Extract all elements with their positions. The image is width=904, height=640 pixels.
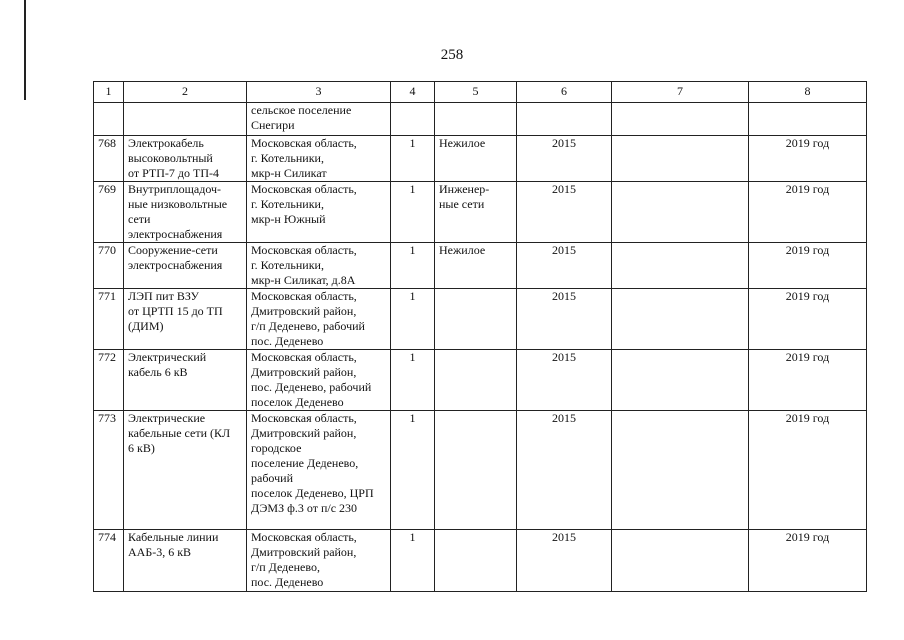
address-cell: Московская область, Дмитровский район, г/п Деденево, рабочий пос. Деденево	[247, 289, 391, 350]
purpose-cell: Инженер- ные сети	[435, 182, 517, 243]
row-number-cell: 770	[94, 243, 124, 289]
year-cell: 2015	[517, 289, 612, 350]
quantity-cell: 1	[391, 411, 435, 530]
quantity-cell: 1	[391, 182, 435, 243]
column-7-cell	[612, 182, 749, 243]
table-row	[94, 289, 867, 350]
address-cell: Московская область, г. Котельники, мкр-н Силикат	[247, 136, 391, 182]
table-row	[94, 243, 867, 289]
term-cell	[749, 103, 867, 136]
table-row	[94, 411, 867, 530]
row-number-cell: 768	[94, 136, 124, 182]
column-header: 3	[247, 82, 391, 103]
table-row	[94, 350, 867, 411]
column-header: 7	[612, 82, 749, 103]
column-7-cell	[612, 530, 749, 592]
quantity-cell: 1	[391, 243, 435, 289]
column-7-cell	[612, 103, 749, 136]
year-cell: 2015	[517, 136, 612, 182]
table-row	[94, 182, 867, 243]
property-registry-table	[93, 81, 867, 592]
quantity-cell: 1	[391, 136, 435, 182]
column-7-cell	[612, 350, 749, 411]
row-number-cell: 769	[94, 182, 124, 243]
object-name-cell	[124, 103, 247, 136]
year-cell: 2015	[517, 243, 612, 289]
term-cell: 2019 год	[749, 289, 867, 350]
term-cell: 2019 год	[749, 530, 867, 592]
column-header: 1	[94, 82, 124, 103]
table-header-row	[94, 82, 867, 103]
column-7-cell	[612, 136, 749, 182]
row-number-cell	[94, 103, 124, 136]
year-cell: 2015	[517, 530, 612, 592]
column-header: 6	[517, 82, 612, 103]
purpose-cell	[435, 530, 517, 592]
purpose-cell	[435, 103, 517, 136]
column-header: 8	[749, 82, 867, 103]
column-7-cell	[612, 411, 749, 530]
quantity-cell: 1	[391, 530, 435, 592]
term-cell: 2019 год	[749, 411, 867, 530]
object-name-cell: Кабельные линии ААБ-3, 6 кВ	[124, 530, 247, 592]
year-cell: 2015	[517, 182, 612, 243]
row-number-cell: 773	[94, 411, 124, 530]
purpose-cell: Нежилое	[435, 243, 517, 289]
address-cell: Московская область, Дмитровский район, пос. Деденево, рабочий поселок Деденево	[247, 350, 391, 411]
year-cell	[517, 103, 612, 136]
row-number-cell: 771	[94, 289, 124, 350]
object-name-cell: Электрокабель высоковольтный от РТП-7 до ТП-4	[124, 136, 247, 182]
object-name-cell: Электрические кабельные сети (КЛ 6 кВ)	[124, 411, 247, 530]
address-cell: Московская область, г. Котельники, мкр-н Южный	[247, 182, 391, 243]
address-cell: Московская область, Дмитровский район, г/п Деденево, пос. Деденево	[247, 530, 391, 592]
object-name-cell: Внутриплощадоч- ные низковольтные сети электроснабжения	[124, 182, 247, 243]
term-cell: 2019 год	[749, 350, 867, 411]
term-cell: 2019 год	[749, 136, 867, 182]
purpose-cell: Нежилое	[435, 136, 517, 182]
term-cell: 2019 год	[749, 243, 867, 289]
object-name-cell: Электрический кабель 6 кВ	[124, 350, 247, 411]
quantity-cell: 1	[391, 350, 435, 411]
column-header: 2	[124, 82, 247, 103]
column-7-cell	[612, 289, 749, 350]
purpose-cell	[435, 350, 517, 411]
column-header: 5	[435, 82, 517, 103]
page-number: 258	[440, 47, 464, 63]
quantity-cell	[391, 103, 435, 136]
year-cell: 2015	[517, 411, 612, 530]
quantity-cell: 1	[391, 289, 435, 350]
term-cell: 2019 год	[749, 182, 867, 243]
address-cell: Московская область, г. Котельники, мкр-н Силикат, д.8А	[247, 243, 391, 289]
row-number-cell: 772	[94, 350, 124, 411]
column-7-cell	[612, 243, 749, 289]
column-header: 4	[391, 82, 435, 103]
purpose-cell	[435, 411, 517, 530]
table-row	[94, 103, 867, 136]
table-row	[94, 136, 867, 182]
address-cell: сельское поселение Снегири	[247, 103, 391, 136]
object-name-cell: Сооружение-сети электроснабжения	[124, 243, 247, 289]
address-cell: Московская область, Дмитровский район, городское поселение Деденево, рабочий поселок Деденево, ЦРП ДЭМЗ ф.3 от п/с 230	[247, 411, 391, 530]
object-name-cell: ЛЭП пит ВЗУ от ЦРТП 15 до ТП (ДИМ)	[124, 289, 247, 350]
year-cell: 2015	[517, 350, 612, 411]
purpose-cell	[435, 289, 517, 350]
table-row	[94, 530, 867, 592]
row-number-cell: 774	[94, 530, 124, 592]
